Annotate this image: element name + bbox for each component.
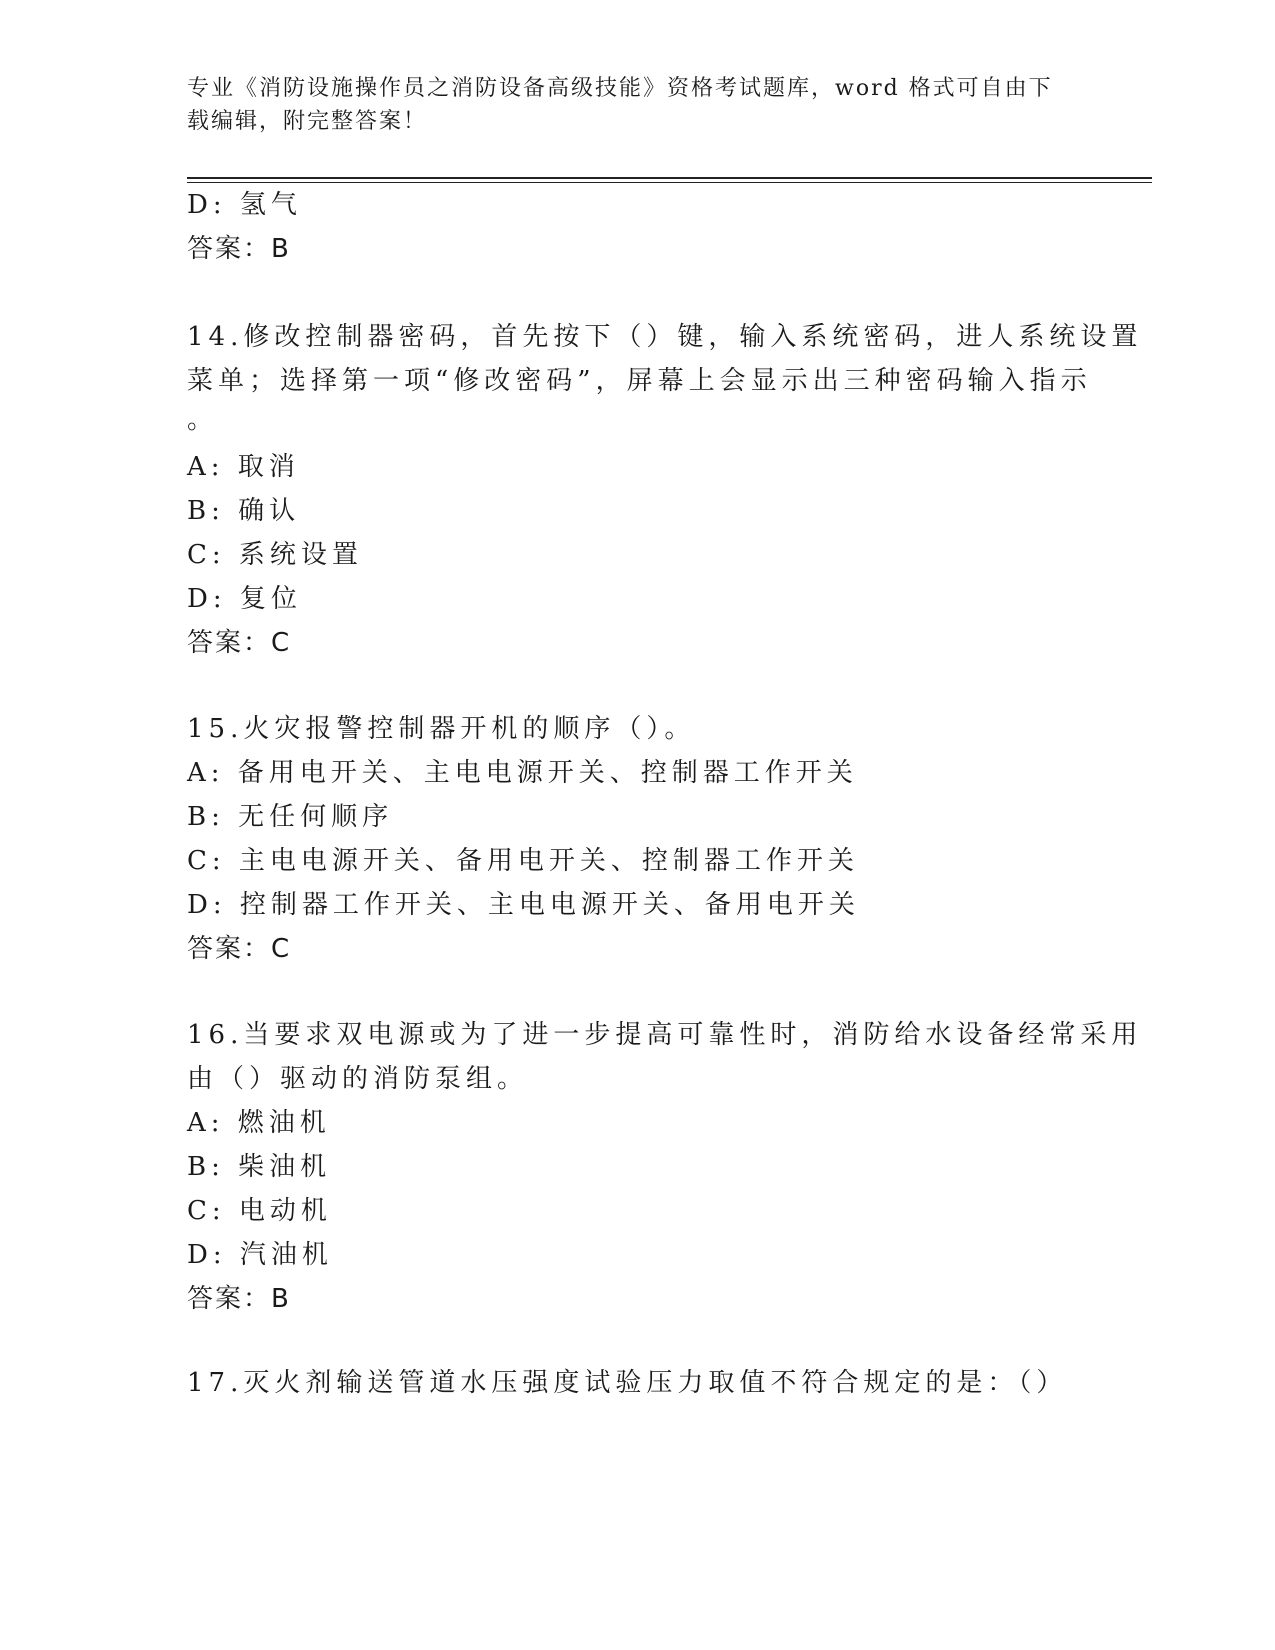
q16-stem-line-2: 由（）驱动的消防泵组。 — [187, 1064, 529, 1094]
prev-answer: 答案：B — [187, 234, 291, 264]
q16-option-a: A: 燃油机 — [187, 1108, 331, 1138]
q15-option-c: C: 主电电源开关、备用电开关、控制器工作开关 — [187, 846, 859, 876]
header-line-2: 载编辑，附完整答案！ — [187, 109, 428, 134]
q15-stem-line-1: 15.火灾报警控制器开机的顺序（）。 — [187, 714, 696, 744]
q14-option-a: A: 取消 — [187, 452, 300, 482]
q14-stem-line-3: 。 — [187, 405, 219, 435]
q15-option-d: D: 控制器工作开关、主电电源开关、备用电开关 — [187, 890, 860, 920]
q14-stem-line-2: 菜单；选择第一项“修改密码”，屏幕上会显示出三种密码输入指示 — [187, 366, 1092, 396]
q17-stem-line-1: 17.灭火剂输送管道水压强度试验压力取值不符合规定的是：（） — [187, 1368, 1068, 1398]
q16-option-c: C: 电动机 — [187, 1196, 332, 1226]
header-rule-thin — [187, 182, 1152, 183]
q14-stem-line-1: 14.修改控制器密码，首先按下（）键，输入系统密码，进人系统设置 — [187, 322, 1143, 352]
q16-answer: 答案：B — [187, 1284, 291, 1314]
q15-answer: 答案：C — [187, 934, 292, 964]
q14-answer: 答案：C — [187, 628, 292, 658]
q14-option-c: C: 系统设置 — [187, 540, 363, 570]
q15-option-b: B: 无任何顺序 — [187, 802, 394, 832]
header-rule-thick — [187, 177, 1152, 179]
q14-option-b: B: 确认 — [187, 496, 301, 526]
q15-option-a: A: 备用电开关、主电电源开关、控制器工作开关 — [187, 758, 858, 788]
document-header — [187, 72, 1087, 138]
q16-option-d: D: 汽油机 — [187, 1240, 333, 1270]
q16-stem-line-1: 16.当要求双电源或为了进一步提高可靠性时，消防给水设备经常采用 — [187, 1020, 1143, 1050]
q14-option-d: D: 复位 — [187, 584, 302, 614]
header-line-1: 专业《消防设施操作员之消防设备高级技能》资格考试题库，word 格式可自由下 — [187, 76, 1053, 101]
q16-option-b: B: 柴油机 — [187, 1152, 332, 1182]
prev-option-d: D: 氢气 — [187, 190, 302, 220]
